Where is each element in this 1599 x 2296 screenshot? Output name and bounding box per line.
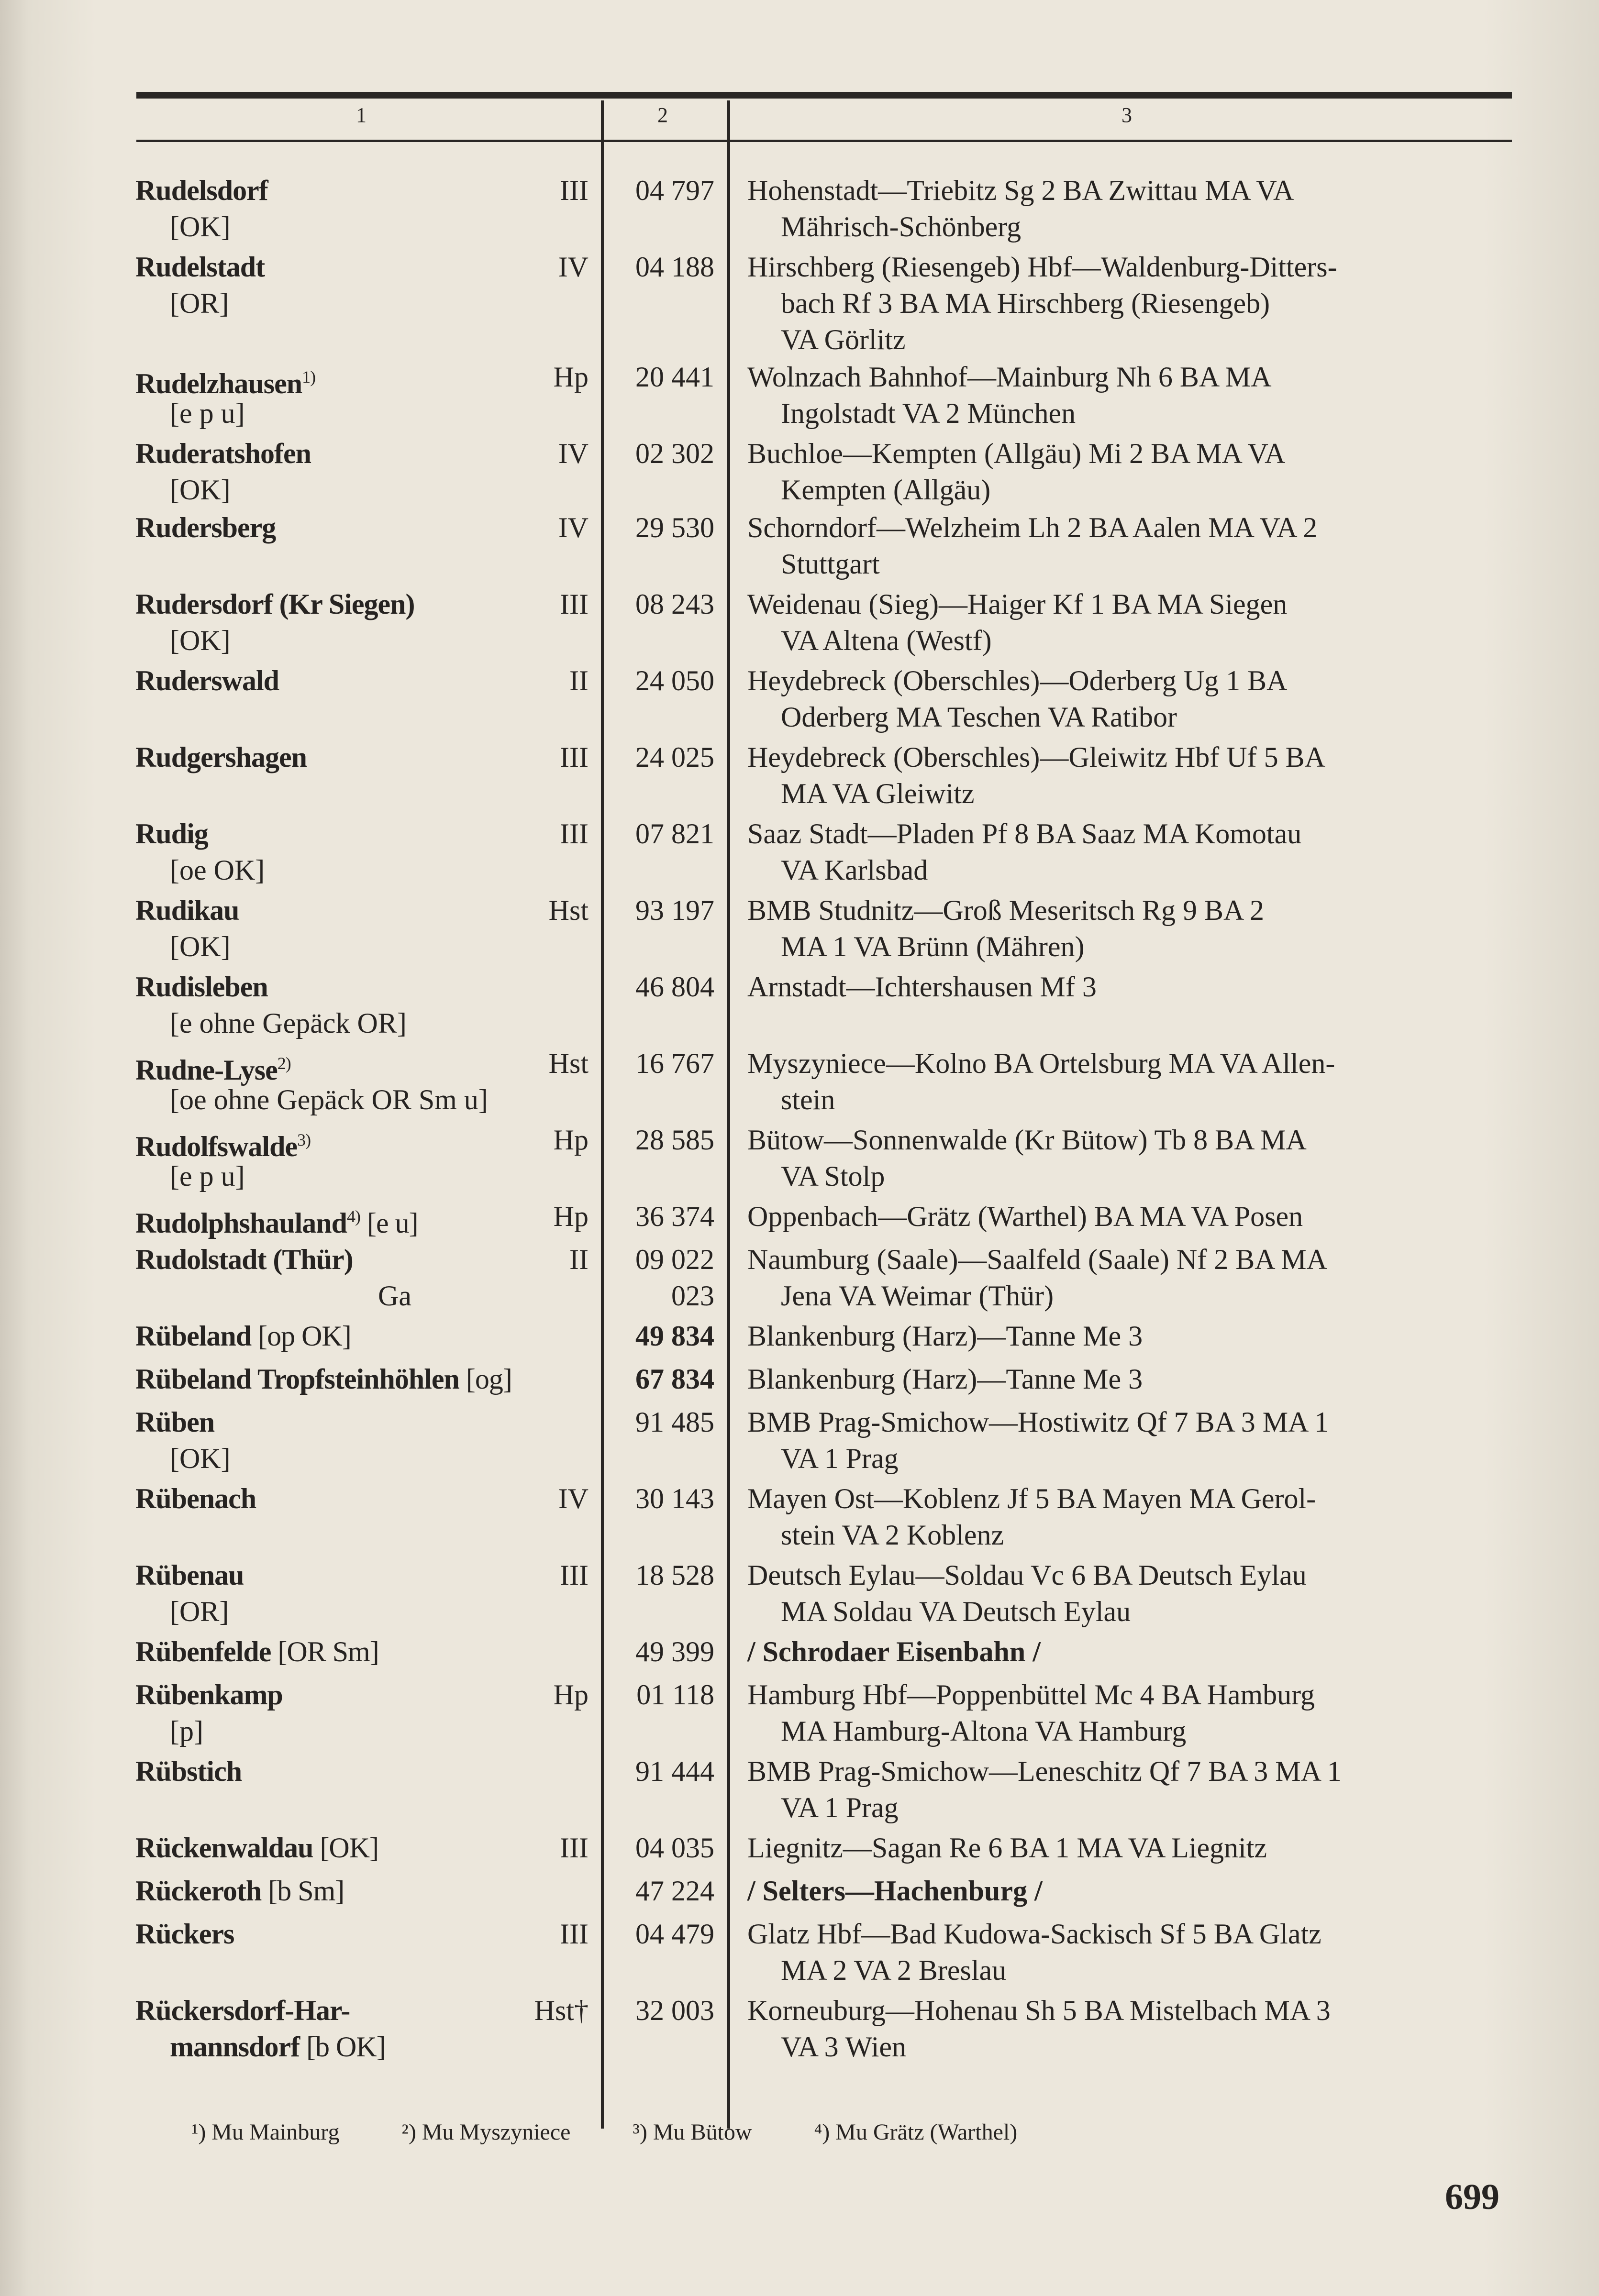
route-line: / Schrodaer Eisenbahn / (747, 1636, 1041, 1667)
route-line: Heydebreck (Oberschles)—Oderberg Ug 1 BA (747, 665, 1288, 696)
station-class-secondary: Ga (378, 1280, 411, 1312)
footnote-ref: 1) (302, 367, 316, 386)
route-line: Arnstadt—Ichtershausen Mf 3 (747, 971, 1097, 1003)
station-remark: [OR Sm] (271, 1636, 379, 1667)
route-description (747, 816, 1520, 888)
route-line: Oppenbach—Grätz (Warthel) BA MA VA Posen (747, 1201, 1303, 1232)
station-number: 04 035 (635, 1832, 714, 1864)
route-description (747, 1404, 1520, 1477)
route-description (747, 1318, 1520, 1354)
column-divider-1 (601, 100, 604, 2129)
station-name (135, 1241, 353, 1278)
station-name-text: Rudig (135, 818, 208, 850)
route-line: Korneuburg—Hohenau Sh 5 BA Mistelbach MA 3 (747, 1995, 1331, 2026)
station-name-text: Rückers (135, 1918, 234, 1950)
route-line: MA Hamburg-Altona VA Hamburg (781, 1715, 1187, 1747)
station-number: 67 834 (635, 1363, 714, 1395)
station-name (135, 969, 268, 1005)
station-number: 08 243 (635, 588, 714, 620)
route-line: Saaz Stadt—Pladen Pf 8 BA Saaz MA Komotau (747, 818, 1302, 850)
route-line: VA Altena (Westf) (781, 625, 992, 656)
station-class: Hp (553, 1679, 589, 1711)
route-line: Buchloe—Kempten (Allgäu) Mi 2 BA MA VA (747, 438, 1286, 469)
station-number: 91 485 (635, 1406, 714, 1438)
route-line: Wolnzach Bahnhof—Mainburg Nh 6 BA MA (747, 361, 1272, 393)
station-name-continued (170, 2029, 386, 2065)
route-line: Deutsch Eylau—Soldau Vc 6 BA Deutsch Eylau (747, 1559, 1307, 1591)
station-number: 20 441 (635, 361, 714, 393)
route-line: BMB Studnitz—Groß Meseritsch Rg 9 BA 2 (747, 894, 1265, 926)
route-line: VA 3 Wien (781, 2031, 907, 2063)
station-name (135, 1361, 512, 1397)
station-remark: [b OK] (300, 2031, 386, 2063)
station-class: III (560, 741, 589, 773)
station-number: 07 821 (635, 818, 714, 850)
station-remark: [p] (170, 1715, 203, 1747)
station-number: 47 224 (635, 1875, 714, 1907)
station-name (135, 739, 307, 775)
route-line: stein (781, 1084, 835, 1115)
station-remark: [OR] (170, 1596, 229, 1627)
station-name-text: Rübenfelde (135, 1636, 271, 1667)
station-name-text: Ruderswald (135, 665, 279, 696)
route-line: VA 1 Prag (781, 1443, 899, 1474)
route-description (747, 969, 1520, 1005)
route-description (747, 1677, 1520, 1749)
station-name (135, 509, 276, 546)
route-line: bach Rf 3 BA MA Hirschberg (Riesengeb) (781, 287, 1270, 319)
station-name (135, 1830, 378, 1866)
station-name-text: Rudelsdorf (135, 175, 268, 206)
footnote: ¹) Mu Mainburg (191, 2119, 340, 2145)
column-header-1: 1 (356, 103, 366, 127)
station-class: III (560, 175, 589, 206)
station-name-text: Rudolstadt (Thür) (135, 1244, 353, 1275)
station-number: 29 530 (635, 512, 714, 543)
station-number: 36 374 (635, 1201, 714, 1232)
station-class: IV (558, 251, 589, 283)
route-line: Schorndorf—Welzheim Lh 2 BA Aalen MA VA 2 (747, 512, 1318, 543)
station-remark: [b Sm] (261, 1875, 344, 1907)
station-name (135, 1404, 214, 1440)
station-class: Hst† (534, 1995, 589, 2026)
station-class: III (560, 818, 589, 850)
route-description (747, 662, 1520, 735)
route-line: BMB Prag-Smichow—Leneschitz Qf 7 BA 3 MA 1 (747, 1755, 1342, 1787)
footnote-ref: 4) (346, 1207, 360, 1226)
route-description (747, 1198, 1520, 1235)
page-number: 699 (1445, 2177, 1499, 2217)
route-line: / Selters—Hachenburg / (747, 1875, 1043, 1907)
route-line: Oderberg MA Teschen VA Ratibor (781, 701, 1177, 733)
station-class: Hp (553, 361, 589, 393)
station-name (135, 249, 265, 285)
station-remark: [e p u] (170, 1160, 245, 1192)
route-description (747, 1992, 1520, 2065)
station-remark: [OK] (170, 625, 231, 656)
station-remark: [op OK] (251, 1320, 351, 1352)
station-name (135, 435, 311, 472)
station-name-text: Rudersdorf (Kr Siegen) (135, 588, 415, 620)
station-number: 01 118 (636, 1679, 714, 1711)
station-remark: [e ohne Gepäck OR] (170, 1007, 407, 1039)
route-description (747, 249, 1520, 358)
station-number-secondary: 023 (671, 1280, 714, 1312)
station-number: 49 834 (635, 1320, 714, 1352)
station-name (135, 662, 279, 699)
route-line: VA Görlitz (781, 324, 906, 355)
station-name-text: Rübstich (135, 1755, 242, 1787)
station-number: 02 302 (635, 438, 714, 469)
station-name (135, 172, 268, 209)
station-name (135, 1916, 234, 1952)
column-divider-2 (727, 100, 730, 2129)
route-line: Myszyniece—Kolno BA Ortelsburg MA VA Allen- (747, 1048, 1335, 1079)
station-remark: [e p u] (170, 397, 245, 429)
route-description (747, 435, 1520, 508)
route-line: BMB Prag-Smichow—Hostiwitz Qf 7 BA 3 MA 1 (747, 1406, 1329, 1438)
station-class: III (560, 1832, 589, 1864)
station-class: II (569, 1244, 589, 1275)
footnotes (191, 2119, 1292, 2145)
station-number: 24 050 (635, 665, 714, 696)
route-line: Liegnitz—Sagan Re 6 BA 1 MA VA Liegnitz (747, 1832, 1267, 1864)
header-rule-top (136, 92, 1512, 99)
route-line: MA VA Gleiwitz (781, 778, 975, 809)
station-name (135, 892, 239, 928)
route-line: VA Karlsbad (781, 854, 928, 886)
route-description (747, 1241, 1520, 1314)
route-description (747, 1634, 1520, 1670)
route-line: Jena VA Weimar (Thür) (781, 1280, 1054, 1312)
station-number: 18 528 (635, 1559, 714, 1591)
route-line: Mayen Ost—Koblenz Jf 5 BA Mayen MA Gerol- (747, 1483, 1316, 1514)
station-name-text: Ruderatshofen (135, 438, 311, 469)
route-line: Heydebreck (Oberschles)—Gleiwitz Hbf Uf 5 BA (747, 741, 1325, 773)
station-name-text: Rudersberg (135, 512, 276, 543)
station-class: III (560, 588, 589, 620)
station-name-text: Rudolphshauland (135, 1207, 347, 1239)
route-description (747, 359, 1520, 431)
station-remark: [oe OK] (170, 854, 265, 886)
station-class: III (560, 1918, 589, 1950)
route-line: Stuttgart (781, 548, 880, 580)
route-line: Blankenburg (Harz)—Tanne Me 3 (747, 1320, 1143, 1352)
footnote-ref: 2) (277, 1054, 291, 1073)
route-description (747, 739, 1520, 812)
route-line: Hirschberg (Riesengeb) Hbf—Waldenburg-Ditters- (747, 251, 1337, 283)
station-name (135, 1753, 242, 1789)
route-description (747, 1122, 1520, 1194)
station-number: 16 767 (635, 1048, 714, 1079)
station-name (135, 586, 415, 622)
station-name-text: mannsdorf (170, 2031, 300, 2063)
station-name-text: Rudne-Lyse (135, 1054, 278, 1086)
station-name-text: Rudelzhausen (135, 368, 302, 399)
route-description (747, 172, 1520, 245)
station-name (135, 1873, 344, 1909)
route-line: Blankenburg (Harz)—Tanne Me 3 (747, 1363, 1143, 1395)
station-number: 93 197 (635, 894, 714, 926)
station-name-text: Rudelstadt (135, 251, 265, 283)
route-line: Hohenstadt—Triebitz Sg 2 BA Zwittau MA VA (747, 175, 1294, 206)
footnote: ²) Mu Myszyniece (401, 2119, 571, 2145)
station-number: 46 804 (635, 971, 714, 1003)
station-remark: [OK] (170, 931, 231, 962)
station-number: 04 479 (635, 1918, 714, 1950)
station-class: Hst (548, 894, 589, 926)
station-number: 32 003 (635, 1995, 714, 2026)
station-number: 09 022 (635, 1244, 714, 1275)
station-name-text: Rübeland (135, 1320, 252, 1352)
footnote: ³) Mu Bütow (633, 2119, 752, 2145)
route-description (747, 586, 1520, 659)
route-line: Bütow—Sonnenwalde (Kr Bütow) Tb 8 BA MA (747, 1124, 1307, 1156)
station-name-text: Rübenau (135, 1559, 244, 1591)
column-header-2: 2 (657, 103, 668, 127)
station-number: 04 797 (635, 175, 714, 206)
station-remark: [OK] (313, 1832, 379, 1864)
station-name-text: Rückersdorf-Har- (135, 1995, 350, 2026)
station-remark: [e u] (360, 1207, 418, 1239)
route-line: Ingolstadt VA 2 München (781, 397, 1076, 429)
route-description (747, 1753, 1520, 1826)
route-line: stein VA 2 Koblenz (781, 1519, 1004, 1551)
station-name (135, 1480, 256, 1517)
station-class: Hp (553, 1201, 589, 1232)
header-rule-bottom (136, 140, 1512, 142)
station-class: Hst (548, 1048, 589, 1079)
route-line: VA 1 Prag (781, 1792, 899, 1823)
route-description (747, 892, 1520, 965)
station-remark: [OR] (170, 287, 229, 319)
route-line: Mährisch-Schönberg (781, 211, 1022, 243)
route-line: VA Stolp (781, 1160, 885, 1192)
column-header-3: 3 (1122, 103, 1132, 127)
route-line: Naumburg (Saale)—Saalfeld (Saale) Nf 2 BA MA (747, 1244, 1327, 1275)
route-description (747, 1873, 1520, 1909)
route-description (747, 509, 1520, 582)
station-name (135, 1677, 283, 1713)
route-description (747, 1480, 1520, 1553)
route-line: Glatz Hbf—Bad Kudowa-Sackisch Sf 5 BA Glatz (747, 1918, 1321, 1950)
station-name-text: Rübenach (135, 1483, 256, 1514)
route-line: MA 2 VA 2 Breslau (781, 1954, 1007, 1986)
station-number: 30 143 (635, 1483, 714, 1514)
route-description (747, 1830, 1520, 1866)
station-class: IV (558, 438, 589, 469)
station-name (135, 1634, 379, 1670)
station-remark: [OK] (170, 1443, 231, 1474)
station-class: II (569, 665, 589, 696)
station-name (135, 816, 208, 852)
station-name-text: Rudolfswalde (135, 1131, 298, 1162)
station-remark: [OK] (170, 474, 231, 506)
station-name-text: Rübenkamp (135, 1679, 283, 1711)
station-number: 49 399 (635, 1636, 714, 1667)
route-description (747, 1557, 1520, 1630)
station-number: 28 585 (635, 1124, 714, 1156)
station-class: Hp (553, 1124, 589, 1156)
station-name-text: Rückeroth (135, 1875, 262, 1907)
station-name-text: Rüben (135, 1406, 215, 1438)
station-number: 04 188 (635, 251, 714, 283)
station-name (135, 1198, 418, 1241)
footnote-ref: 3) (297, 1130, 311, 1149)
station-class: IV (558, 1483, 589, 1514)
station-number: 91 444 (635, 1755, 714, 1787)
station-name-text: Rudisleben (135, 971, 268, 1003)
station-name-text: Rückenwaldau (135, 1832, 313, 1864)
station-number: 24 025 (635, 741, 714, 773)
station-name (135, 1992, 350, 2029)
route-line: Hamburg Hbf—Poppenbüttel Mc 4 BA Hamburg (747, 1679, 1315, 1711)
route-description (747, 1045, 1520, 1118)
footnote: ⁴) Mu Grätz (Warthel) (814, 2119, 1018, 2145)
station-name-text: Rudgershagen (135, 741, 307, 773)
route-description (747, 1361, 1520, 1397)
station-name (135, 1318, 351, 1354)
route-line: Kempten (Allgäu) (781, 474, 991, 506)
station-name (135, 1557, 244, 1593)
station-remark: [OK] (170, 211, 231, 243)
route-line: MA 1 VA Brünn (Mähren) (781, 931, 1085, 962)
route-line: MA Soldau VA Deutsch Eylau (781, 1596, 1131, 1627)
station-name-text: Rudikau (135, 894, 239, 926)
station-remark: [oe ohne Gepäck OR Sm u] (170, 1084, 488, 1115)
station-name-text: Rübeland Tropfsteinhöhlen (135, 1363, 459, 1395)
route-line: Weidenau (Sieg)—Haiger Kf 1 BA MA Siegen (747, 588, 1288, 620)
station-class: IV (558, 512, 589, 543)
route-description (747, 1916, 1520, 1988)
station-class: III (560, 1559, 589, 1591)
station-remark: [og] (459, 1363, 512, 1395)
